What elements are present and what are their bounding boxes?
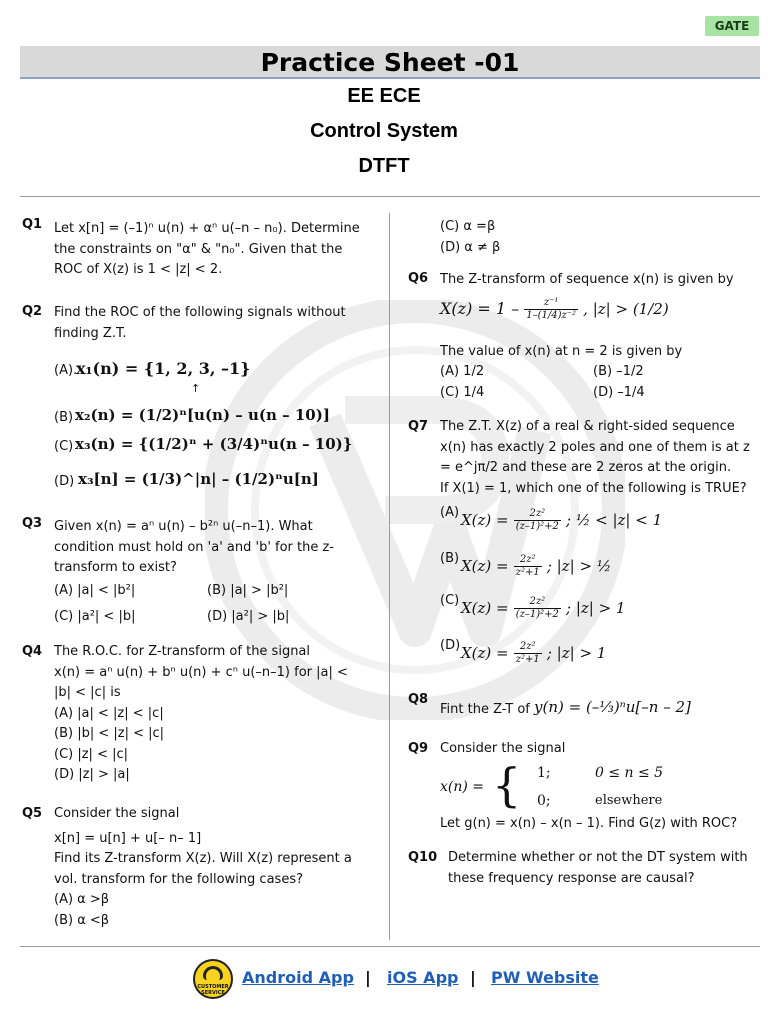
option-c: (C) 1/4 <box>440 385 485 400</box>
question-number: Q5 <box>22 806 43 821</box>
option-a: (A) |a| < |z| < |c| <box>54 705 164 721</box>
question-text: Consider the signal <box>440 741 566 756</box>
question-text: The R.O.C. for Z-transform of the signal <box>54 644 311 659</box>
fraction-numerator: 2z² <box>514 554 542 567</box>
option-math: x₁(n) = {1, 2, 3, –1} <box>76 359 251 378</box>
question-text: these frequency response are causal? <box>448 870 695 886</box>
logo-text: CUSTOMER SERVICE <box>197 984 229 996</box>
question-math: y(n) = (–⅓)ⁿu[–n – 2] <box>534 698 691 716</box>
fraction <box>514 641 542 666</box>
question-text: x[n] = u[n] + u[– n– 1] <box>54 830 202 846</box>
option-b: (B) |b| < |z| < |c| <box>54 726 165 741</box>
question-text: Let x[n] = (–1)ⁿ u(n) + αⁿ u(–n – n₀). Determine <box>54 221 360 236</box>
footer-separator: | <box>365 968 371 987</box>
option-d: (D) |a²| > |b| <box>207 609 290 624</box>
q6-equation <box>440 297 669 322</box>
option-c: (C) |z| < |c| <box>54 746 129 762</box>
question-text: the constraints on "α" & "n₀". Given that the <box>54 241 343 257</box>
option-d: (D) –1/4 <box>593 385 645 400</box>
option-label: (B) <box>440 551 460 566</box>
question-text: Fint the Z-T of <box>440 702 530 717</box>
option-a: (A) α >β <box>54 892 110 907</box>
option-b: (B) |a| > |b²| <box>207 583 289 598</box>
question-text: x(n) = aⁿ u(n) + bⁿ u(n) + cⁿ u(–n–1) for |a| < <box>54 664 348 680</box>
question-text: finding Z.T. <box>54 325 127 341</box>
option-label: (D) <box>440 638 461 653</box>
equation-lhs: X(z) = <box>461 644 509 662</box>
question-number: Q1 <box>22 217 43 232</box>
fraction-denominator: z²+1 <box>515 567 540 578</box>
fraction <box>514 596 561 621</box>
option-b-equation <box>461 554 611 579</box>
option-c-equation <box>461 596 625 621</box>
question-text: Find the ROC of the following signals without <box>54 305 346 320</box>
case-condition: elsewhere <box>595 793 663 808</box>
option-b: (B) –1/2 <box>593 364 644 379</box>
option-label: (D) <box>54 474 75 489</box>
option-a: (A) 1/2 <box>440 364 485 379</box>
case-value: 1; <box>537 765 551 781</box>
question-text: Given x(n) = aⁿ u(n) – b²ⁿ u(–n–1). What <box>54 519 313 534</box>
fraction <box>524 297 578 322</box>
equation-lhs: X(z) = 1 – <box>440 299 520 318</box>
question-number: Q10 <box>408 850 438 865</box>
equation-lhs: x(n) = <box>440 779 485 795</box>
android-app-link[interactable]: Android App <box>242 968 354 987</box>
equation-lhs: X(z) = <box>461 599 509 617</box>
question-number: Q9 <box>408 741 429 756</box>
pw-website-link[interactable]: PW Website <box>491 968 599 987</box>
footer-divider <box>20 946 760 947</box>
fraction-numerator: 2z² <box>514 508 561 521</box>
fraction-numerator: 2z² <box>514 596 561 609</box>
case-condition: 0 ≤ n ≤ 5 <box>595 765 664 781</box>
fraction-denominator: 1–(1/4)z⁻² <box>526 310 577 321</box>
equation-lhs: X(z) = <box>461 511 509 529</box>
question-number: Q6 <box>408 271 429 286</box>
question-number: Q7 <box>408 419 429 434</box>
branch-heading: EE ECE <box>347 85 421 107</box>
subject-heading: Control System <box>310 120 458 142</box>
title-band <box>20 46 760 79</box>
question-number: Q2 <box>22 304 43 319</box>
q5-continued-options <box>440 217 760 258</box>
fraction-denominator: (z–1)²+2 <box>515 609 559 620</box>
question-text: condition must hold on 'a' and 'b' for the z- <box>54 539 335 555</box>
option-d: (D) α ≠ β <box>440 239 501 255</box>
page-title: Practice Sheet -01 <box>260 48 520 77</box>
fraction-denominator: (z–1)²+2 <box>515 521 559 532</box>
fraction-numerator: 2z² <box>514 641 542 654</box>
option-d-equation <box>461 641 606 666</box>
option-label: (A). <box>54 363 78 378</box>
question-text: = e^jπ/2 and these are 2 zeros at the origin. <box>440 460 732 475</box>
option-label: (C) <box>440 593 460 608</box>
question-text: ROC of X(z) is 1 < |z| < 2. <box>54 262 223 277</box>
customer-service-logo <box>193 959 233 999</box>
question-text: vol. transform for the following cases? <box>54 871 303 887</box>
option-math: x₂(n) = (1/2)ⁿ[u(n) – u(n – 10)] <box>75 406 330 424</box>
column-divider <box>389 213 390 940</box>
question-text: Let g(n) = x(n) – x(n – 1). Find G(z) with ROC? <box>440 816 738 831</box>
question-text: The Z.T. X(z) of a real & right-sided sequence <box>440 419 735 434</box>
question-text: transform to exist? <box>54 560 177 575</box>
fraction <box>514 508 561 533</box>
question-text: The Z-transform of sequence x(n) is given by <box>440 272 734 287</box>
option-c: (C) α =β <box>440 219 496 234</box>
question-number: Q3 <box>22 516 43 531</box>
option-c: (C) |a²| < |b| <box>54 609 136 624</box>
equation-lhs: X(z) = <box>461 557 509 575</box>
equation-roc: ; ½ < |z| < 1 <box>566 511 663 529</box>
question-number: Q4 <box>22 644 43 659</box>
option-a-equation <box>461 508 662 533</box>
header-divider <box>20 196 760 197</box>
gate-badge: GATE <box>705 16 759 36</box>
brace-icon: { <box>492 758 522 812</box>
fraction <box>514 554 542 579</box>
question-text: x(n) has exactly 2 poles and one of them is at z <box>440 439 750 455</box>
option-label: (A) <box>440 505 460 520</box>
option-label: (B) <box>54 410 74 425</box>
option-label: (C) <box>54 439 74 454</box>
fraction-numerator: z⁻¹ <box>524 297 578 310</box>
equation-roc: ; |z| > 1 <box>546 644 607 662</box>
option-math: x₃(n) = {(1/2)ⁿ + (3/4)ⁿu(n – 10)} <box>75 435 353 453</box>
question-text: |b| < |c| is <box>54 685 121 700</box>
question-text: Determine whether or not the DT system with <box>448 850 748 865</box>
ios-app-link[interactable]: iOS App <box>387 968 459 987</box>
arrow-up-icon: ↑ <box>191 382 201 395</box>
case-value: 0; <box>537 793 551 809</box>
question-text: The value of x(n) at n = 2 is given by <box>440 344 683 359</box>
equation-roc: , |z| > (1/2) <box>583 300 669 318</box>
option-d: (D) |z| > |a| <box>54 767 130 782</box>
option-math: x₃[n] = (1/3)^|n| – (1/2)ⁿu[n] <box>78 470 319 488</box>
question-text: If X(1) = 1, which one of the following is TRUE? <box>440 480 747 496</box>
topic-heading: DTFT <box>358 155 410 177</box>
headset-icon <box>203 966 223 980</box>
fraction-denominator: z²+1 <box>515 654 540 665</box>
question-text: Find its Z-transform X(z). Will X(z) represent a <box>54 851 352 866</box>
option-a: (A) |a| < |b²| <box>54 583 136 598</box>
question-number: Q8 <box>408 692 429 707</box>
footer-separator: | <box>470 968 476 987</box>
equation-roc: ; |z| > ½ <box>546 557 612 575</box>
equation-roc: ; |z| > 1 <box>566 599 626 617</box>
option-b: (B) α <β <box>54 912 110 928</box>
question-text: Consider the signal <box>54 806 180 821</box>
